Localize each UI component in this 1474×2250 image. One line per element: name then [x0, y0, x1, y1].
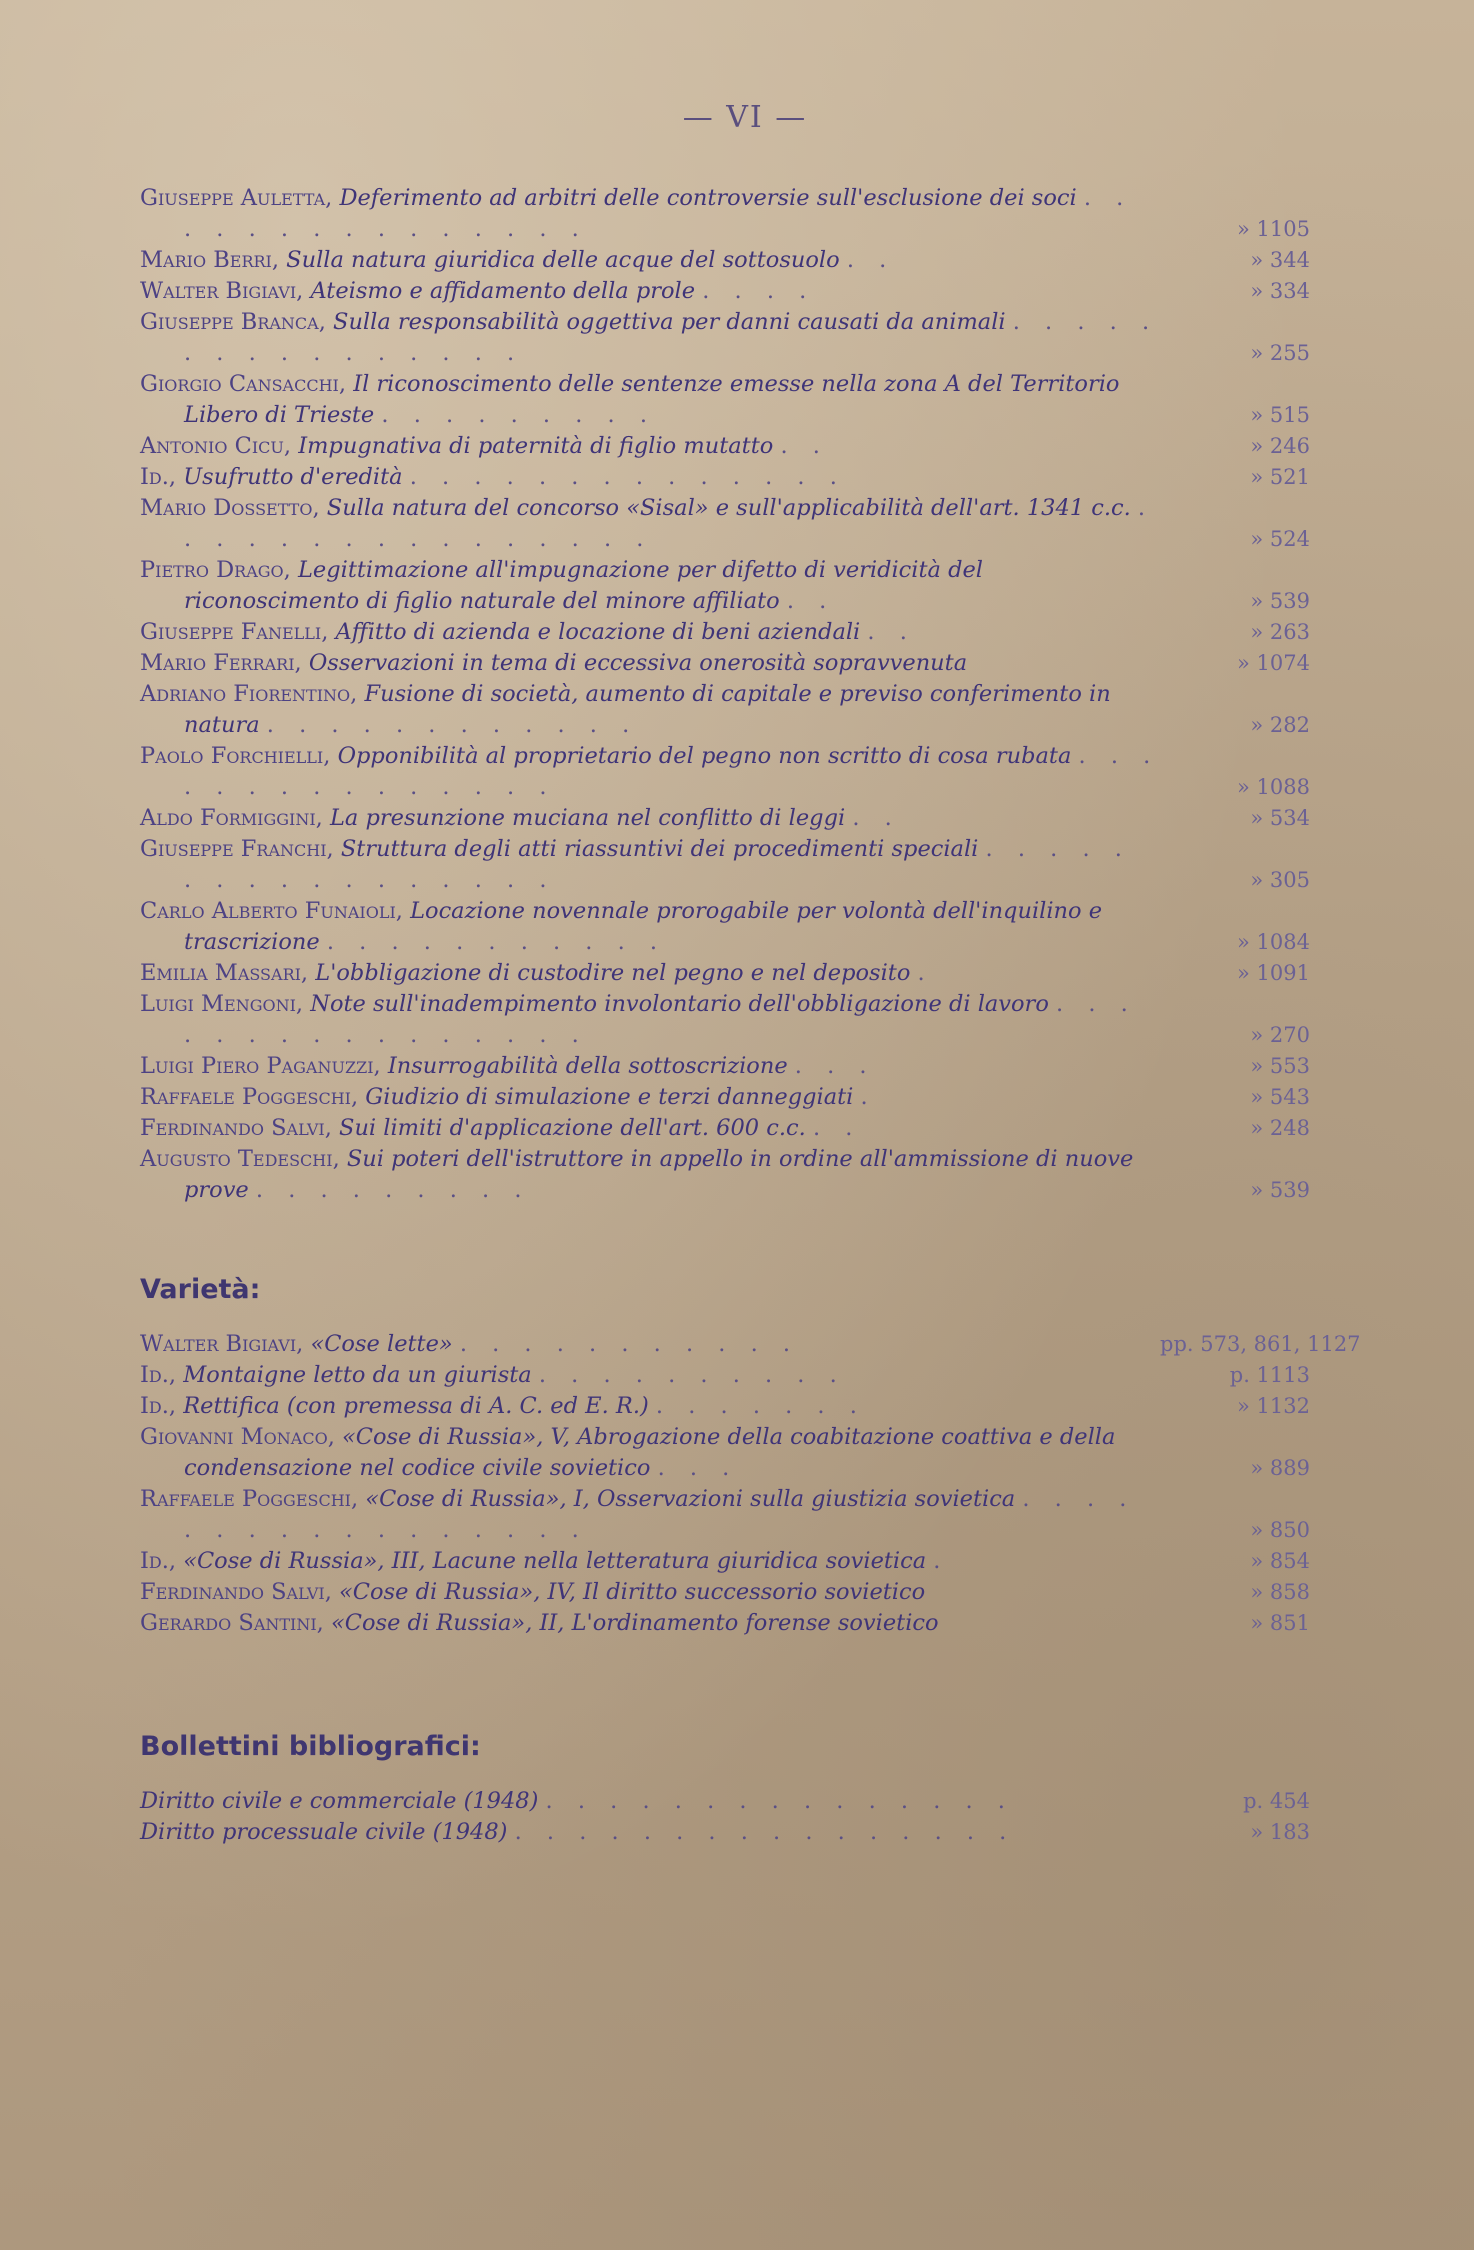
entry-author: Luigi Piero Paganuzzi, [140, 1053, 381, 1079]
entry-page-ref: » 889 [1250, 1456, 1310, 1480]
index-entry [140, 1817, 1310, 1848]
index-entry [140, 1786, 1310, 1817]
entry-leader: . . . . . . . . . . . . . . . . . [184, 836, 1131, 893]
index-entry [140, 369, 1310, 431]
index-entry [140, 462, 1310, 493]
entry-author: Id., [140, 1362, 177, 1388]
entry-leader: . . . . . . . . . . . . . . . [184, 743, 1160, 800]
entry-text [140, 1577, 1160, 1608]
index-entry [140, 617, 1310, 648]
entry-title: Sui limiti d'applicazione dell'art. 600 c.c. [339, 1115, 806, 1141]
entry-page-ref: » 334 [1250, 279, 1310, 303]
entry-title: Usufrutto d'eredità [183, 464, 403, 490]
entry-page-ref: » 344 [1250, 248, 1310, 272]
entry-leader: . . . . . . . . . . . . . . . . [184, 991, 1137, 1048]
entry-text [140, 369, 1160, 431]
entry-title: «Cose di Russia», I, Osservazioni sulla giustizia sovietica [365, 1486, 1016, 1512]
index-entry [140, 555, 1310, 617]
entry-text [140, 1817, 1160, 1848]
index-entry [140, 1484, 1310, 1546]
varieta-heading: Varietà: [140, 1274, 261, 1305]
entry-author: Walter Bigiavi, [140, 1331, 304, 1357]
entry-title: «Cose di Russia», II, L'ordinamento forense sovietico [331, 1610, 939, 1636]
entry-author: Id., [140, 1548, 177, 1574]
entry-text [140, 307, 1160, 369]
entry-text [140, 493, 1160, 555]
entry-page-ref: » 539 [1250, 1178, 1310, 1202]
entry-leader: . . . . . . . . . . . [459, 1331, 800, 1357]
entry-leader: . . . . . . . . . . . . . . . . [514, 1819, 1016, 1845]
entry-title: Rettifica (con premessa di A. C. ed E. R.) [183, 1393, 649, 1419]
entry-leader: . . . [657, 1455, 739, 1481]
entry-author: Giuseppe Branca, [140, 309, 326, 335]
entry-title: Insurrogabilità della sottoscrizione [387, 1053, 788, 1079]
entry-text [140, 1051, 1160, 1082]
entry-title: Sulla natura del concorso «Sisal» e sull'applicabilità dell'art. 1341 c.c. [326, 495, 1131, 521]
entry-page-ref: » 539 [1250, 589, 1310, 613]
entry-author: Giovanni Monaco, [140, 1424, 335, 1450]
entry-text [140, 462, 1160, 493]
varieta-list [140, 1329, 1361, 1639]
entry-leader: . [917, 960, 934, 986]
entry-page-ref: p. 454 [1243, 1789, 1310, 1813]
entry-author: Ferdinando Salvi, [140, 1115, 332, 1141]
index-entry [140, 1051, 1310, 1082]
entry-page-ref: » 1105 [1237, 217, 1310, 241]
entry-text [140, 1608, 1160, 1639]
index-entry [140, 1082, 1310, 1113]
entry-author: Walter Bigiavi, [140, 278, 304, 304]
entry-text [140, 834, 1160, 896]
index-entry [140, 1546, 1310, 1577]
entry-page-ref: » 270 [1250, 1023, 1310, 1047]
bollettini-list [140, 1786, 1310, 1848]
index-entry [140, 1360, 1310, 1391]
entry-text [140, 617, 1160, 648]
entry-title: Ateismo e affidamento della prole [310, 278, 696, 304]
entry-text [140, 1422, 1160, 1484]
entry-text [140, 896, 1160, 958]
index-entry [140, 803, 1310, 834]
entry-text [140, 1786, 1160, 1817]
entry-title: Giudizio di simulazione e terzi danneggiati [365, 1084, 854, 1110]
index-entry [140, 958, 1310, 989]
entry-page-ref: » 854 [1250, 1549, 1310, 1573]
entry-page-ref: » 515 [1250, 403, 1310, 427]
entry-text [140, 431, 1160, 462]
entry-author: Emilia Massari, [140, 960, 309, 986]
entry-title: Diritto processuale civile (1948) [140, 1819, 508, 1845]
entry-leader: . . . [794, 1053, 876, 1079]
entry-text [140, 1082, 1160, 1113]
entry-title: Legittimazione all'impugnazione per difetto di veridicità del riconoscimento di figlio naturale del minore affiliato [184, 557, 984, 614]
entry-title: Osservazioni in tema di eccessiva onerosità sopravvenuta [308, 650, 968, 676]
entry-text [140, 1484, 1160, 1546]
index-entry [140, 896, 1310, 958]
index-entry [140, 493, 1310, 555]
entry-text [140, 958, 1160, 989]
entry-page-ref: » 524 [1250, 527, 1310, 551]
entry-page-ref: » 248 [1250, 1116, 1310, 1140]
entry-text [140, 989, 1160, 1051]
entry-title: Fusione di società, aumento di capitale e previso conferimento in natura [184, 681, 1111, 738]
entry-leader: . . [780, 433, 829, 459]
entry-leader: . . [812, 1115, 862, 1141]
entry-title: Locazione novennale prorogabile per volontà dell'inquilino e trascrizione [184, 898, 1103, 955]
entry-text [140, 245, 1160, 276]
index-entry [140, 1329, 1361, 1360]
entry-title: Sui poteri dell'istruttore in appello in ordine all'ammissione di nuove prove [184, 1146, 1134, 1203]
entry-author: Luigi Mengoni, [140, 991, 304, 1017]
index-entry [140, 1608, 1310, 1639]
entry-page-ref: » 263 [1250, 620, 1310, 644]
entry-leader: . . . . . . . . . . . . . . [409, 464, 846, 490]
entry-page-ref: » 521 [1250, 465, 1310, 489]
entry-author: Giuseppe Fanelli, [140, 619, 329, 645]
entry-author: Gerardo Santini, [140, 1610, 324, 1636]
index-entry [140, 1422, 1310, 1484]
entry-page-ref: p. 1113 [1229, 1363, 1310, 1387]
index-entry [140, 1113, 1310, 1144]
entry-author: Mario Dossetto, [140, 495, 320, 521]
entry-leader: . . . . . . . . . . . . . . . . [184, 495, 1155, 552]
index-entry [140, 834, 1310, 896]
entry-leader: . . . . . . . . . . . [326, 929, 667, 955]
entry-title: Note sull'inadempimento involontario dell'obbligazione di lavoro [310, 991, 1049, 1017]
entry-author: Giuseppe Franchi, [140, 836, 334, 862]
entry-leader: . . . . . . . . . [255, 1177, 531, 1203]
entry-leader: . . . . . . . . . . . . . . . [184, 185, 1133, 242]
entry-title: Sulla responsabilità oggettiva per danni causati da animali [333, 309, 1006, 335]
entry-leader: . [933, 1548, 950, 1574]
entry-leader: . . [867, 619, 916, 645]
entry-text [140, 276, 1160, 307]
entry-page-ref: » 1132 [1237, 1394, 1310, 1418]
entry-title: Deferimento ad arbitri delle controversie sull'esclusione dei soci [339, 185, 1077, 211]
entry-text [140, 648, 1160, 679]
index-entry [140, 741, 1310, 803]
entry-leader: . . . . . . . . . . . . . . . . [184, 309, 1159, 366]
entry-leader: . . [846, 247, 896, 273]
entry-author: Giorgio Cansacchi, [140, 371, 347, 397]
entry-author: Mario Ferrari, [140, 650, 302, 676]
entry-title: «Cose di Russia», V, Abrogazione della coabitazione coattiva e della condensazione nel codice civile sovietico [184, 1424, 1116, 1481]
entry-page-ref: » 543 [1250, 1085, 1310, 1109]
entry-text [140, 1391, 1160, 1422]
entry-text [140, 1144, 1160, 1206]
entry-author: Paolo Forchielli, [140, 743, 331, 769]
entry-leader: . . . . . . . [655, 1393, 866, 1419]
entry-page-ref: » 1091 [1237, 961, 1310, 985]
entry-author: Carlo Alberto Funaioli, [140, 898, 403, 924]
bollettini-heading: Bollettini bibliografici: [140, 1731, 481, 1762]
index-entry [140, 276, 1310, 307]
index-entry [140, 307, 1310, 369]
entry-title: Affitto di azienda e locazione di beni aziendali [335, 619, 861, 645]
entry-title: Sulla natura giuridica delle acque del sottosuolo [286, 247, 840, 273]
entry-title: Montaigne letto da un giurista [183, 1362, 532, 1388]
entry-title: Struttura degli atti riassuntivi dei procedimenti speciali [340, 836, 979, 862]
entry-author: Id., [140, 464, 177, 490]
entry-text [140, 555, 1160, 617]
entry-title: Diritto civile e commerciale (1948) [140, 1788, 539, 1814]
index-entry [140, 1391, 1310, 1422]
index-page [140, 100, 1361, 2200]
entry-text [140, 183, 1160, 245]
entry-leader: . [860, 1084, 877, 1110]
articles-list [140, 183, 1310, 1206]
entry-page-ref: » 305 [1250, 868, 1310, 892]
entry-page-ref: » 553 [1250, 1054, 1310, 1078]
entry-page-ref: » 851 [1250, 1611, 1310, 1635]
entry-page-ref: » 1088 [1237, 775, 1310, 799]
entry-leader: . . . . . . . . . [381, 402, 656, 428]
entry-title: Il riconoscimento delle sentenze emesse nella zona A del Territorio Libero di Trieste [184, 371, 1120, 428]
entry-text [140, 1546, 1160, 1577]
entry-text [140, 679, 1160, 741]
entry-text [140, 741, 1160, 803]
entry-leader: . . . . . . . . . . . . [266, 712, 639, 738]
entry-title: Opponibilità al proprietario del pegno non scritto di cosa rubata [337, 743, 1072, 769]
index-entry [140, 648, 1310, 679]
entry-author: Mario Berri, [140, 247, 280, 273]
entry-text [140, 1329, 1160, 1360]
entry-title: «Cose di Russia», III, Lacune nella letteratura giuridica sovietica [183, 1548, 927, 1574]
entry-page-ref: » 282 [1250, 713, 1310, 737]
index-entry [140, 1144, 1310, 1206]
entry-text [140, 1360, 1160, 1391]
entry-page-ref: » 183 [1250, 1820, 1310, 1844]
entry-title: La presunzione muciana nel conflitto di leggi [329, 805, 846, 831]
index-entry [140, 431, 1310, 462]
entry-author: Giuseppe Auletta, [140, 185, 333, 211]
entry-leader: . . . . [702, 278, 816, 304]
entry-author: Adriano Fiorentino, [140, 681, 358, 707]
entry-leader: . . [786, 588, 836, 614]
entry-author: Ferdinando Salvi, [140, 1579, 332, 1605]
page-number: — VI — [682, 100, 808, 135]
entry-author: Antonio Cicu, [140, 433, 292, 459]
entry-page-ref: » 255 [1250, 341, 1310, 365]
index-entry [140, 989, 1310, 1051]
entry-author: Raffaele Poggeschi, [140, 1084, 359, 1110]
index-entry [140, 679, 1310, 741]
index-entry [140, 1577, 1310, 1608]
entry-author: Augusto Tedeschi, [140, 1146, 340, 1172]
entry-leader: . . . . . . . . . . . . . . . . . [184, 1486, 1136, 1543]
entry-text [140, 1113, 1160, 1144]
index-entry [140, 183, 1310, 245]
entry-author: Pietro Drago, [140, 557, 291, 583]
entry-text [140, 803, 1160, 834]
entry-leader: . . [852, 805, 901, 831]
entry-title: Impugnativa di paternità di figlio mutatto [298, 433, 774, 459]
entry-author: Aldo Formiggini, [140, 805, 323, 831]
entry-author: Raffaele Poggeschi, [140, 1486, 359, 1512]
entry-page-ref: » 1084 [1237, 930, 1310, 954]
entry-leader: . . . . . . . . . . . . . . . [545, 1788, 1014, 1814]
entry-page-ref: » 858 [1250, 1580, 1310, 1604]
entry-page-ref: » 246 [1250, 434, 1310, 458]
entry-page-ref: » 534 [1250, 806, 1310, 830]
entry-page-ref: » 850 [1250, 1518, 1310, 1542]
index-entry [140, 245, 1310, 276]
entry-page-ref: pp. 573, 861, 1127 [1160, 1332, 1361, 1356]
entry-title: «Cose di Russia», IV, Il diritto successorio sovietico [339, 1579, 926, 1605]
entry-leader: . . . . . . . . . . [538, 1362, 846, 1388]
entry-title: L'obbligazione di custodire nel pegno e nel deposito [315, 960, 911, 986]
entry-page-ref: » 1074 [1237, 651, 1310, 675]
entry-author: Id., [140, 1393, 177, 1419]
entry-title: «Cose lette» [310, 1331, 453, 1357]
